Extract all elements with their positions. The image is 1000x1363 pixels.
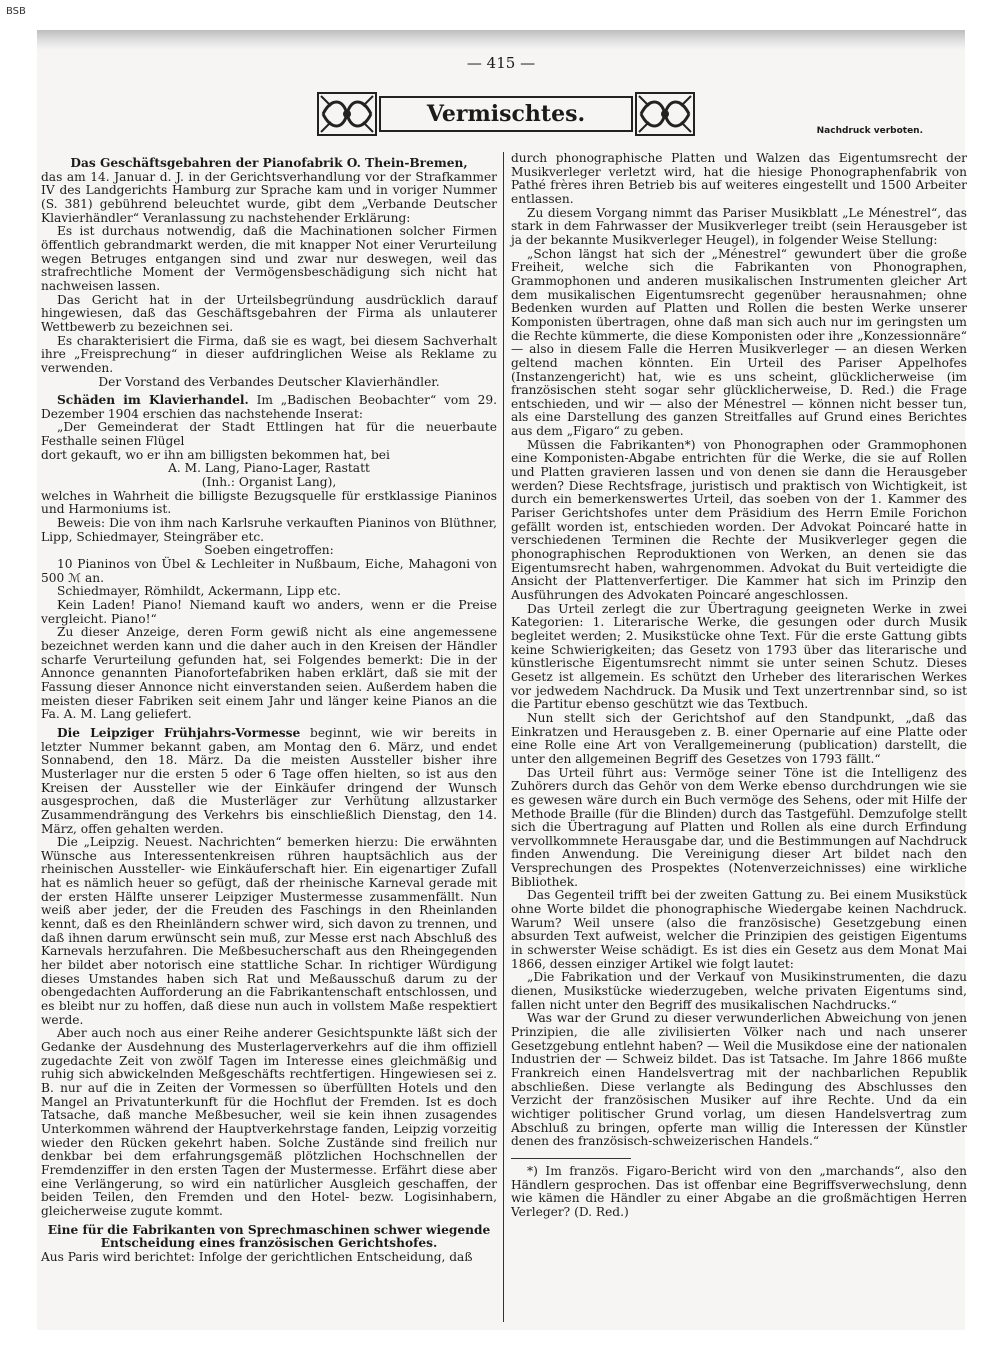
- paragraph: Zu dieser Anzeige, deren Form gewiß nicht als eine angemessene bezeichnet werden kann und die daher auch in den Kreisen der Händler scharfe Verurteilung gefunden hat, sei Folgendes bemerkt: Die in der Annonce genannten Pianofortefabriken haben erklärt, daß sie mit der Fassung dieser Annonce nicht einverstanden seien. Außerdem haben die meisten dieser Fabriken seit einem Jahr und länger keine Pianos an die Fa. A. M. Lang geliefert.: [41, 625, 497, 722]
- left-column: [41, 152, 497, 1265]
- section-title: Vermischtes.: [379, 96, 633, 132]
- article-heading-vormesse: Die Leipziger Frühjahrs-Vormesse: [57, 725, 301, 740]
- ad-line: Kein Laden! Piano! Niemand kauft wo anders, wenn er die Preise vergleicht. Piano!“: [41, 598, 497, 626]
- paragraph: Zu diesem Vorgang nimmt das Pariser Musikblatt „Le Ménestrel“, das stark in dem Fahrwasser der Musikverleger treibt (sein Herausgeber ist ja der bekannte Musikverleger Heugel), in folgender Weise Stellung:: [511, 205, 967, 247]
- article-heading-sprechmaschinen: Eine für die Fabrikanten von Sprechmaschinen schwer wiegende Entscheidung eines französischen Gerichtshofes.: [47, 1222, 491, 1251]
- column-divider: [503, 152, 504, 1322]
- paragraph: Das Urteil führt aus: Vermöge seiner Töne ist die Intelligenz des Zuhörers durch das Gehör von dem Werke ebenso durchdrungen wie sie es gewesen wäre durch ein Buch vermöge des Sehens, oder mit Hilfe der Methode Braille (für die Blinden) durch das Tastgefühl. Demzufolge stellt sich die Übertragung auf Platten und Rollen als eine durch Erfindung vervollkommnete Herausgabe dar, und die Bestimmungen auf Nachdruck finden Anwendung. Die Vereinigung dieser Art bildet nach den Versprechungen des Prospektes (Notenverzeichnisses) eine wirkliche Bibliothek.: [511, 765, 967, 889]
- paragraph: Das Gericht hat in der Urteilsbegründung ausdrücklich darauf hingewiesen, daß das Geschäftsgebahren der Firma als unlauterer Wettbewerb zu bezeichnen sei.: [41, 292, 497, 334]
- ad-line: Schiedmayer, Römhildt, Ackermann, Lipp etc.: [57, 584, 341, 599]
- quote-paragraph: „Schon längst hat sich der „Ménestrel“ gewundert über die große Freiheit, welche sich die Fabrikanten von Phonographen, Grammophonen und anderen musikalischen Instrumenten gleicher Art dem musikalischen Eigentumsrecht gegenüber herausnahmen; ohne Bedenken wurden auf Platten und Rollen die besten Werke unserer Komponisten übertragen, ohne daß man sich auch nur im geringsten um die Rechte kümmerte, die diese Komponisten oder ihre „Konzessionnäre“ — also in diesem Falle die Herren Musikverleger — an diesen Werken geltend machen könnten. Ein Urteil des Pariser Appelhofes (Instanzengericht) hat, wie es uns scheint, glücklicherweise (im französischen steht sogar sehr glücklicherweise, D. Red.) die Frage entschieden, und wir — also der Ménestrel — können nicht besser tun, als eine Darstellung des ganzen Streitfalles auf Grund eines Berichtes aus dem „Figaro“ zu geben.: [511, 246, 967, 439]
- paragraph: Es charakterisiert die Firma, daß sie es wagt, bei diesem Sachverhalt ihre „Freisprechung“ in dieser aufdringlichen Weise als Reklame zu verwenden.: [41, 333, 497, 375]
- footnote: *) Im französ. Figaro-Bericht wird von den „marchands“, also den Händlern gesprochen. Das ist offenbar eine Begriffsverwechslung, denn wie kämen die Händler zu einer Abgabe an die großmächtigen Herren Verleger? (D. Red.): [511, 1163, 967, 1219]
- paragraph: Müssen die Fabrikanten*) von Phonographen oder Grammophonen eine Komponisten-Abgabe entrichten für die Werke, die sie auf Rollen und Platten gravieren lassen und von denen sie dann die Herausgeber werden? Diese Rechtsfrage, juristisch und praktisch von Wichtigkeit, ist durch ein bemerkenswertes Urteil, das soeben von der 1. Kammer des Pariser Gerichtshofes unter dem Präsidium des Herrn Emile Forichon gefällt worden ist, entschieden worden. Der Advokat Poincaré hatte in verschiedenen Terminen die Rechte der Musikverleger gegen die phonographischen Reproduktionen von Werken, an denen sie das Eigentumsrecht haben, wahrgenommen. Advokat du Buit verteidigte die Ansicht der Plattenverfertiger. Die Kammer hat sich im Prinzip den Ausführungen des Advokaten Poincaré angeschlossen.: [511, 437, 967, 602]
- paragraph: Es ist durchaus notwendig, daß die Machinationen solcher Firmen öffentlich gebrandmarkt werden, die mit knapper Not einer Verurteilung wegen Betruges entgangen sind und zwar nur deswegen, weil das strafrechtliche Moment der Vermögensbeschädigung sich nicht hat nachweisen lassen.: [41, 224, 497, 293]
- paragraph: Nun stellt sich der Gerichtshof auf den Standpunkt, „daß das Einkratzen und Herausgeben z. B. einer Opernarie auf eine Platte oder eine Rolle eine Art von Verallgemeinerung (publication) darstellt, die unter den allgemeinen Begriff des Gesetzes von 1793 fällt.“: [511, 710, 967, 766]
- paragraph: Im „Badischen Beobachter“ vom 29. Dezember 1904 erschien das nachstehende Inserat:: [41, 393, 498, 421]
- ad-line: „Der Gemeinderat der Stadt Ettlingen hat für die neuerbaute Festhalle seinen Flügel: [41, 420, 497, 449]
- paragraph: Die „Leipzig. Neuest. Nachrichten“ bemerken hierzu: Die erwähnten Wünsche aus Interessentenkreisen rühren hauptsächlich aus der rheinischen Aussteller- wie Einkäuferschaft hier. Ein eigenartiger Zufall hat es nämlich heuer so gefügt, daß der rheinische Karneval gerade mit der ersten Hälfte unserer Leipziger Mustermesse zusammenfällt. Nun weiß aber jeder, der die Freuden des Faschings in den Rheinlanden kennt, daß es den Rheinländern schwer wird, sich davon zu trennen, und daß ihnen darum erwünscht sein muß, zur Messe erst nach Abschluß des Karnevals herzufahren. Die Meßbesucherschaft aus den Rheingegenden her bildet aber notorisch eine stattliche Schar. In richtiger Würdigung dieses Umstandes haben sich Rat und Meßausschuß darum zu der obengedachten Aufforderung an die Fabrikantenschaft entschlossen, und es bleibt nur zu hoffen, daß diese nun auch in vollstem Maße respektiert werde.: [41, 835, 497, 1027]
- ad-line: dort gekauft, wo er ihn am billigsten bekommen hat, bei: [41, 447, 390, 462]
- ad-line: welches in Wahrheit die billigste Bezugsquelle für erstklassige Pianinos und Harmoniums ist.: [41, 488, 497, 517]
- page-number: — 415 —: [466, 54, 536, 72]
- article-heading-pianofabrik: Das Geschäftsgebahren der Pianofabrik O. Thein-Bremen,: [70, 156, 468, 170]
- paragraph: das am 14. Januar d. J. in der Gerichtsverhandlung vor der Strafkammer IV des Landgerichts Hamburg zur Sprache kam und in voriger Nummer (S. 381) gebührend beleuchtet wurde, gibt dem „Verbande Deutscher Klavierhändler“ Veranlassung zu nachstehender Erklärung:: [41, 169, 497, 225]
- ad-line: Soeben eingetroffen:: [204, 543, 334, 558]
- reprint-notice: Nachdruck verboten.: [816, 126, 923, 136]
- footnote-rule: [511, 1158, 631, 1159]
- ad-line: (Inh.: Organist Lang),: [201, 475, 337, 490]
- quote-paragraph: „Die Fabrikation und der Verkauf von Musikinstrumenten, die dazu dienen, Musikstücke wiederzugeben, welche privaten Eigentums sind, fallen nicht unter den Begriff des musikalischen Nachdrucks.“: [511, 970, 967, 1012]
- scanned-page: [37, 30, 965, 1330]
- paragraph: beginnt, wie wir bereits in letzter Nummer bekannt gaben, am Montag den 6. März, und endet Sonnabend, den 18. März. Da die meisten Aussteller bisher ihre Musterlager nur die ersten 5 oder 6 Tage offen hielten, so ist aus den Kreisen der Aussteller wie der Einkäufer dringend der Wunsch ausgesprochen, daß die Musterläger zur Verhütung allzustarker Zusammendrängung des Verkehrs bis einschließlich Dienstag, den 14. März, offen gehalten werden.: [41, 725, 497, 836]
- section-heading: [317, 92, 695, 136]
- signature: Der Vorstand des Verbandes Deutscher Klavierhändler.: [98, 374, 440, 389]
- ad-line: Beweis: Die von ihm nach Karlsruhe verkauften Pianinos von Blüthner, Lipp, Schiedmayer, Steingräber etc.: [41, 516, 497, 544]
- ornament-left-icon: [317, 92, 377, 136]
- right-column: [511, 152, 967, 1220]
- paragraph: Aus Paris wird berichtet: Infolge der gerichtlichen Entscheidung, daß: [41, 1249, 473, 1264]
- scan-edge-shadow: [37, 30, 965, 50]
- article-heading-klavierhandel: Schäden im Klavierhandel.: [57, 393, 249, 408]
- library-mark: BSB: [6, 6, 26, 17]
- paragraph: durch phonographische Platten und Walzen das Eigentumsrecht der Musikverleger verletzt wird, hat die hiesige Phonographenfabrik von Pathé frères ihren Betrieb bis auf weiteres eingestellt und 1500 Arbeiter entlassen.: [511, 151, 967, 206]
- paragraph: Das Urteil zerlegt die zur Übertragung geeigneten Werke in zwei Kategorien: 1. Literarische Werke, die gesungen oder durch Musik begleitet werden; 2. Musikstücke ohne Text. Für die erste Gattung gibts keine Schwierigkeiten; das Gesetz von 1793 über das literarische und künstlerische Eigentumsrecht nimmt sie unter seinen Schutz. Dieses Gesetz ist allgemein. Es schützt den Urheber des literarischen Werkes vor jedwedem Nachdruck. Da Musik und Text unzertrennbar sind, so ist die Partitur ebenso geschützt wie das Textbuch.: [511, 601, 967, 712]
- ornament-right-icon: [635, 92, 695, 136]
- paragraph: Aber auch noch aus einer Reihe anderer Gesichtspunkte läßt sich der Gedanke der Ausdehnung des Musterlagerverkehrs auf die ihm offiziell zugedachte Zeit von zwölf Tagen im Interesse eines gleichmäßig und ruhig sich abwickelnden Meßgeschäfts rechtfertigen. Hingewiesen sei z. B. nur auf die in Zeiten der Vormessen so überfüllten Hotels und den Mangel an Privatunterkunft für die Hochflut der Fremden. Ist es doch Tatsache, daß manche Meßbesucher, weil sie kein ihnen zusagendes Unterkommen während der Hauptverkehrstage fanden, Leipzig vorzeitig wieder den Rücken gekehrt haben. Solche Zustände sind freilich nur denkbar bei dem erfahrungsgemäß plötzlichen Hochschnellen der Fremdenziffer in den ersten Tagen der Mustermesse. Erfährt diese aber eine Verlängerung, so wird ein natürlicher Ausgleich geschaffen, der beiden Teilen, den Fremden und den Hotel- bezw. Logisinhabern, gleicherweise zugute kommt.: [41, 1026, 497, 1218]
- paragraph: Was war der Grund zu dieser verwunderlichen Abweichung von jenen Prinzipien, die alle zivilisierten Völker nach und nach unserer Gesetzgebung entlehnt haben? — Weil die Musikdose eine der nationalen Industrien der — Schweiz bildet. Das ist Tatsache. Im Jahre 1866 mußte Frankreich einen Handelsvertrag mit der nachbarlichen Republik abschließen. Diese verlangte als Bedingung des Abschlusses den Verzicht der französischen Musiker auf ihre Rechte. Und da ein wichtiger politischer Grund vorlag, um diesen Handelsvertrag zum Abschluß zu bringen, opferte man willig die Interessen der Künstler denen des französisch-schweizerischen Handels.“: [511, 1011, 967, 1149]
- ad-line: 10 Pianinos von Übel & Lechleiter in Nußbaum, Eiche, Mahagoni von 500 ℳ an.: [41, 557, 497, 585]
- paragraph: Das Gegenteil trifft bei der zweiten Gattung zu. Bei einem Musikstück ohne Worte bildet die phonographische Wiedergabe keinen Nachdruck. Warum? Weil unsere (also die französische) Gesetzgebung einen absurden Text aufweist, welcher die Prinzipien des geistigen Eigentums in schwerster Weise schädigt. Es ist dies ein Gesetz aus dem Monat Mai 1866, dessen einziger Artikel wie folgt lautet:: [511, 888, 967, 971]
- ad-line: A. M. Lang, Piano-Lager, Rastatt: [168, 461, 370, 476]
